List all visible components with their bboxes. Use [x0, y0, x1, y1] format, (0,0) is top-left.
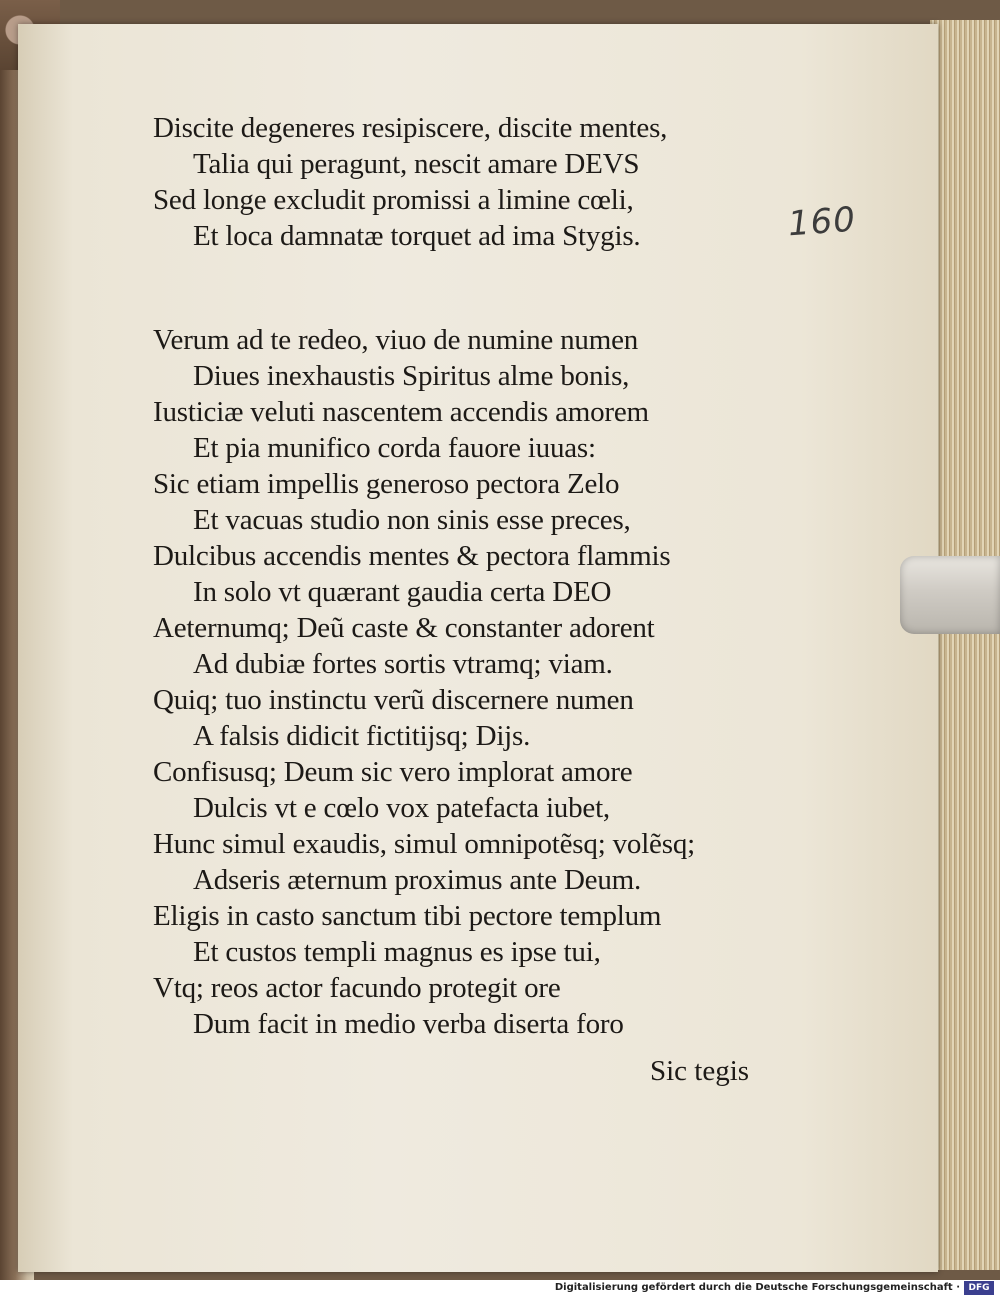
verse-line: Sic etiam impellis generoso pectora Zelo [153, 468, 620, 500]
verse-line: Dulcis vt e cœlo vox patefacta iubet, [193, 792, 610, 824]
verse-line: Et custos templi magnus es ipse tui, [193, 936, 601, 968]
verse-line: Aeternumq; Deũ caste & constanter adorent [153, 612, 655, 644]
handwritten-folio-number: 160 [786, 199, 858, 245]
verse-line: A falsis didicit fictitijsq; Dijs. [193, 720, 531, 752]
dfg-logo: DFG [964, 1281, 994, 1295]
verse-line: Et loca damnatæ torquet ad ima Stygis. [193, 220, 641, 252]
verse-line: Ad dubiæ fortes sortis vtramq; viam. [193, 648, 613, 680]
verse-line: Et vacuas studio non sinis esse preces, [193, 504, 631, 536]
poem-text [153, 110, 753, 1042]
verse-line: In solo vt quærant gaudia certa DEO [193, 576, 612, 608]
verse-line: Eligis in casto sanctum tibi pectore templum [153, 900, 662, 932]
funding-notice: Digitalisierung gefördert durch die Deutsche Forschungsgemeinschaft · [554, 1282, 960, 1293]
verse-line: Discite degeneres resipiscere, discite mentes, [153, 112, 668, 144]
verse-line: Quiq; tuo instinctu verũ discernere numen [153, 684, 634, 716]
verse-line: Verum ad te redeo, viuo de numine numen [153, 324, 639, 356]
page-edges [930, 20, 1000, 1270]
page-clip [900, 556, 1000, 634]
verse-line: Iusticiæ veluti nascentem accendis amorem [153, 396, 649, 428]
verse-line: Talia qui peragunt, nescit amare DEVS [193, 148, 640, 180]
verse-line: Sed longe excludit promissi a limine cœli, [153, 184, 634, 216]
footer-bar [0, 1280, 1000, 1298]
verse-line: Confisusq; Deum sic vero implorat amore [153, 756, 633, 788]
verse-line: Vtq; reos actor facundo protegit ore [153, 972, 561, 1004]
verse-line: Et pia munifico corda fauore iuuas: [193, 432, 596, 464]
book-page [18, 24, 938, 1272]
catchword: Sic tegis [650, 1055, 750, 1087]
verse-line: Dulcibus accendis mentes & pectora flammis [153, 540, 671, 572]
verse-line: Diues inexhaustis Spiritus alme bonis, [193, 360, 630, 392]
verse-line: Adseris æternum proximus ante Deum. [193, 864, 642, 896]
verse-line: Hunc simul exaudis, simul omnipotẽsq; volẽsq; [153, 828, 695, 860]
stanza-break [153, 254, 753, 322]
verse-line: Dum facit in medio verba diserta foro [193, 1008, 624, 1040]
